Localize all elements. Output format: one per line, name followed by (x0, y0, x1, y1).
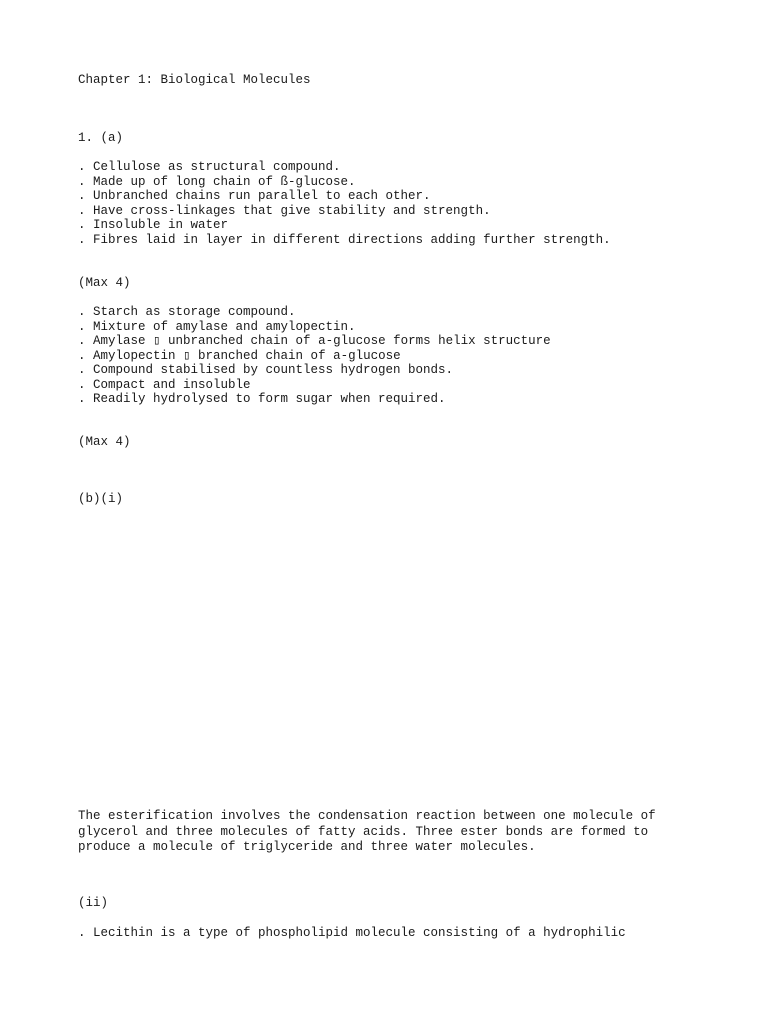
list-item: . Cellulose as structural compound. (78, 160, 341, 174)
list-item: . Amylase ▯ unbranched chain of a-glucose forms helix structure (78, 334, 551, 348)
list-item: . Unbranched chains run parallel to each other. (78, 189, 431, 203)
paragraph-line: produce a molecule of triglyceride and three water molecules. (78, 840, 536, 854)
question-1b-ii-label: (ii) (78, 896, 109, 910)
list-item: . Have cross-linkages that give stability and strength. (78, 203, 491, 218)
question-1b-i-label: (b)(i) (78, 492, 124, 506)
list-item: . Fibres laid in layer in different directions adding further strength. (78, 232, 611, 247)
list-item: . Insoluble in water (78, 218, 229, 232)
lecithin-point: . Lecithin is a type of phospholipid molecule consisting of a hydrophilic (78, 926, 626, 940)
list-item: . Starch as storage compound. (78, 305, 296, 319)
max-marks-label: (Max 4) (78, 435, 131, 449)
list-item: . Made up of long chain of ß-glucose. (78, 174, 356, 189)
list-item: . Mixture of amylase and amylopectin. (78, 319, 356, 334)
starch-points-list (78, 305, 698, 407)
cellulose-points-list (78, 160, 698, 247)
list-item: . Compact and insoluble (78, 377, 251, 392)
list-item: . Compound stabilised by countless hydrogen bonds. (78, 363, 454, 377)
chapter-title: Chapter 1: Biological Molecules (78, 73, 311, 87)
max-marks-label: (Max 4) (78, 276, 131, 290)
question-1a-label: 1. (a) (78, 131, 124, 145)
paragraph-line: The esterification involves the condensation reaction between one molecule of (78, 809, 656, 823)
paragraph-line: glycerol and three molecules of fatty acids. Three ester bonds are formed to (78, 824, 649, 839)
list-item: . Readily hydrolysed to form sugar when required. (78, 392, 446, 406)
list-item: . Amylopectin ▯ branched chain of a-glucose (78, 348, 401, 363)
esterification-paragraph (78, 809, 698, 856)
